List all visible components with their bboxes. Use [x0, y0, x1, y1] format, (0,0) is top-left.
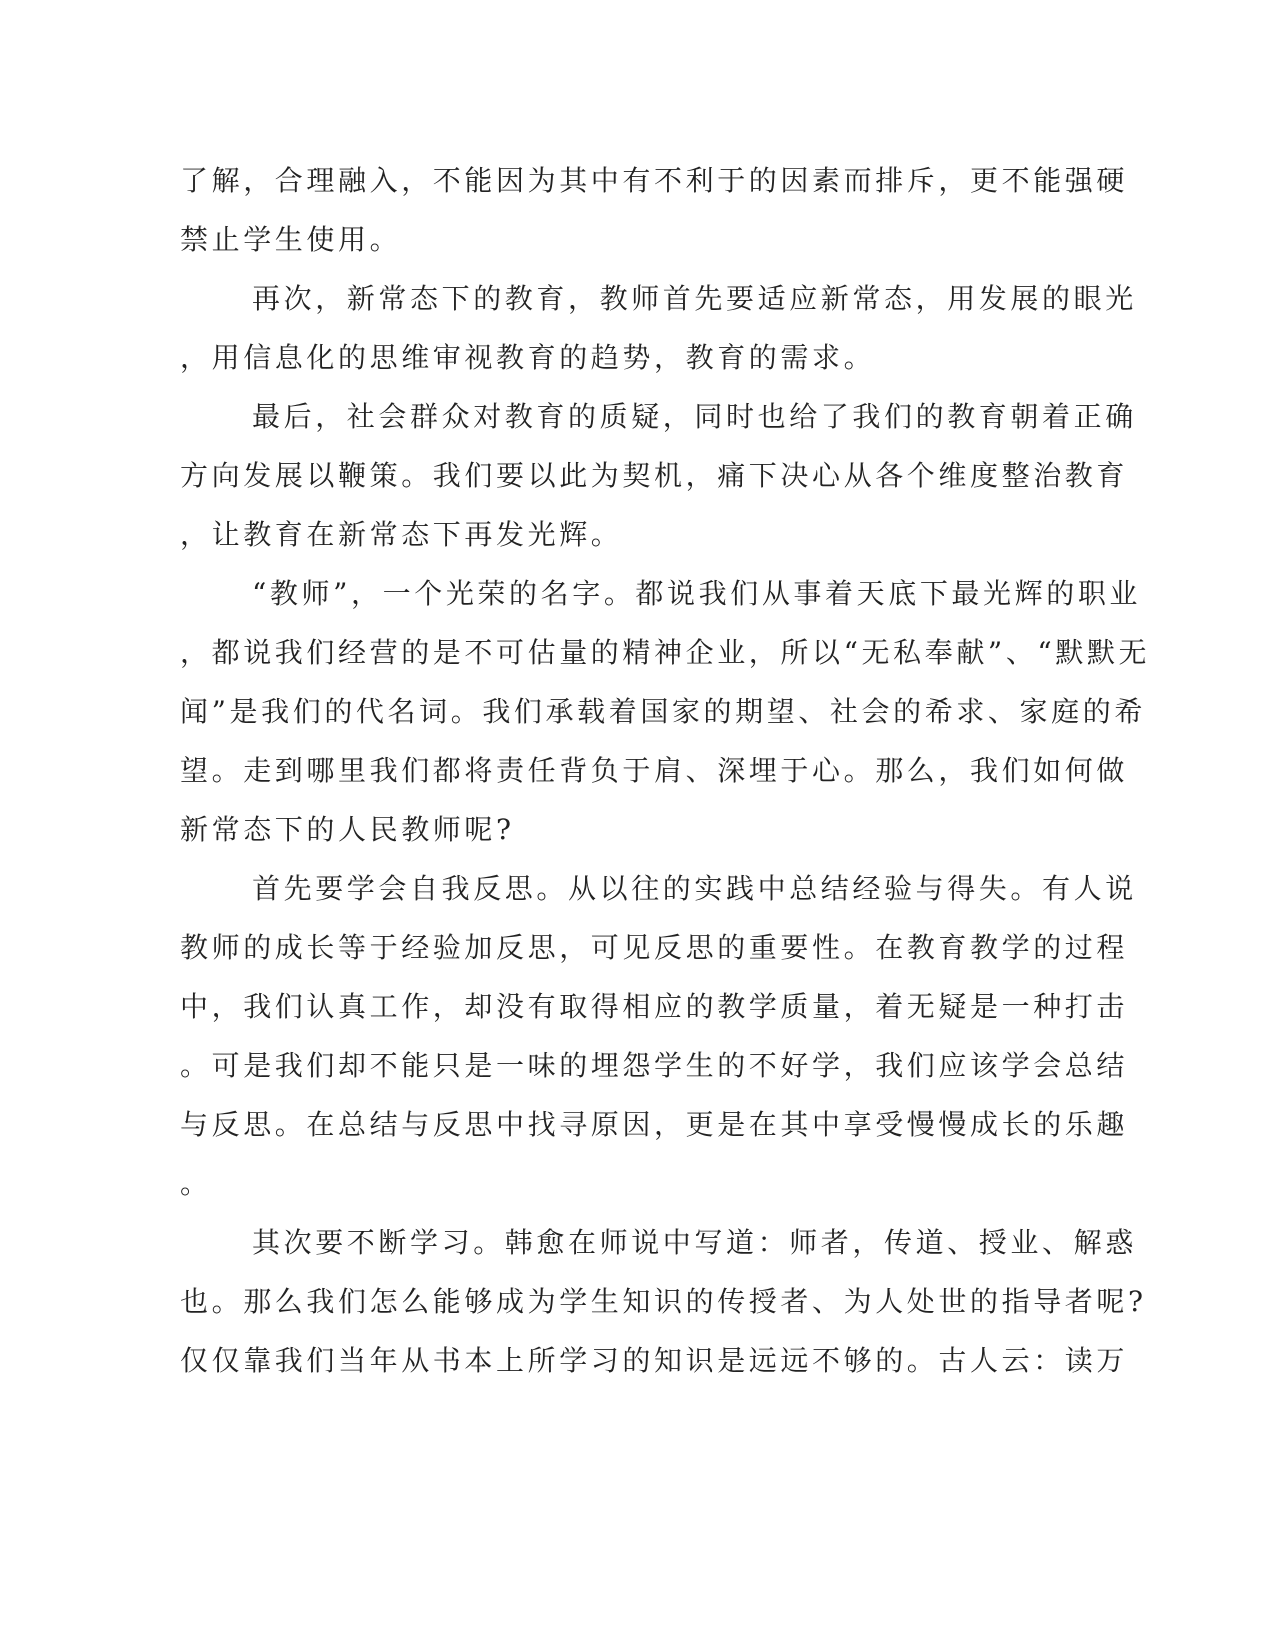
- text-line: 。: [180, 1167, 212, 1200]
- paragraph-start-line: 再次，新常态下的教育，教师首先要适应新常态，用发展的眼光: [252, 282, 1137, 315]
- text-line: 中，我们认真工作，却没有取得相应的教学质量，着无疑是一种打击: [180, 990, 1129, 1023]
- text-line: ，都说我们经营的是不可估量的精神企业，所以“无私奉献”、“默默无: [180, 636, 1151, 669]
- text-line: 也。那么我们怎么能够成为学生知识的传授者、为人处世的指导者呢?: [180, 1285, 1147, 1318]
- text-line: 教师的成长等于经验加反思，可见反思的重要性。在教育教学的过程: [180, 931, 1129, 964]
- text-line: 。可是我们却不能只是一味的埋怨学生的不好学，我们应该学会总结: [180, 1049, 1129, 1082]
- text-line: ，用信息化的思维审视教育的趋势，教育的需求。: [180, 341, 876, 374]
- text-line: 方向发展以鞭策。我们要以此为契机，痛下决心从各个维度整治教育: [180, 459, 1129, 492]
- text-line: 禁止学生使用。: [180, 223, 402, 256]
- text-line: 闻”是我们的代名词。我们承载着国家的期望、社会的希求、家庭的希: [180, 695, 1146, 728]
- text-line: 与反思。在总结与反思中找寻原因，更是在其中享受慢慢成长的乐趣: [180, 1108, 1129, 1141]
- text-line: 新常态下的人民教师呢?: [180, 813, 515, 846]
- text-line: 仅仅靠我们当年从书本上所学习的知识是远远不够的。古人云：读万: [180, 1344, 1129, 1377]
- paragraph-start-line: 最后，社会群众对教育的质疑，同时也给了我们的教育朝着正确: [252, 400, 1137, 433]
- text-line: 了解，合理融入，不能因为其中有不利于的因素而排斥，更不能强硬: [180, 164, 1129, 197]
- text-line: 望。走到哪里我们都将责任背负于肩、深埋于心。那么，我们如何做: [180, 754, 1129, 787]
- paragraph-start-line: “教师”，一个光荣的名字。都说我们从事着天底下最光辉的职业: [252, 577, 1142, 610]
- paragraph-start-line: 其次要不断学习。韩愈在师说中写道：师者，传道、授业、解惑: [252, 1226, 1137, 1259]
- text-line: ，让教育在新常态下再发光辉。: [180, 518, 623, 551]
- paragraph-start-line: 首先要学会自我反思。从以往的实践中总结经验与得失。有人说: [252, 872, 1137, 905]
